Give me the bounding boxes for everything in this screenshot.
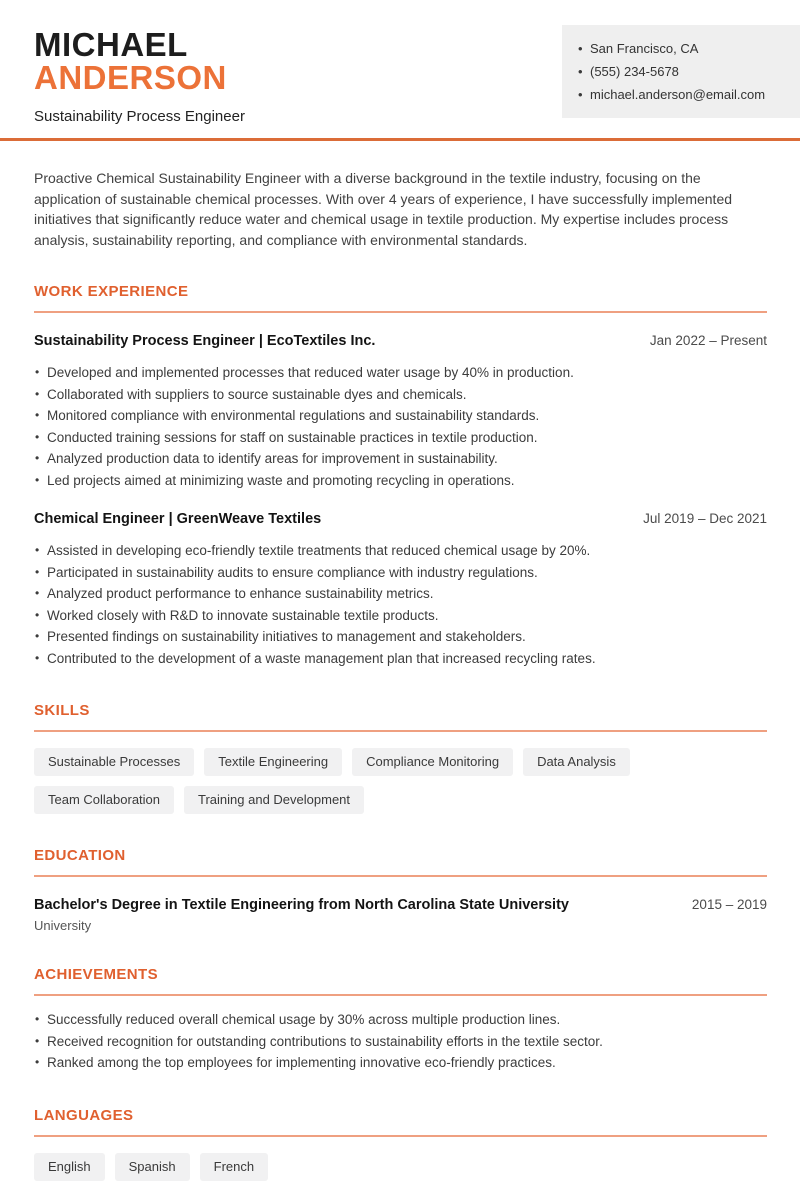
job-title: Sustainability Process Engineer | EcoTextiles Inc. [34,333,376,349]
section-divider [34,994,767,996]
job-bullet: • Developed and implemented processes that reduced water usage by 40% in production. [34,362,767,384]
job-entry [34,511,767,669]
work-experience-heading: WORK EXPERIENCE [34,283,189,300]
job-bullet: • Worked closely with R&D to innovate sustainable textile products. [34,605,767,627]
job-title: Chemical Engineer | GreenWeave Textiles [34,511,322,527]
job-bullet: • Contributed to the development of a waste management plan that increased recycling rates. [34,648,767,670]
job-entry-head [34,333,767,349]
languages-heading: LANGUAGES [34,1106,134,1124]
education-entry [34,897,767,933]
education-dates: 2015 – 2019 [691,897,767,912]
job-bullet: • Monitored compliance with environmental regulations and sustainability standards. [34,405,767,427]
section-skills [34,702,767,814]
job-bullet: • Analyzed production data to identify areas for improvement in sustainability. [34,448,767,470]
education-entry-head [34,897,767,913]
achievement-bullet: • Ranked among the top employees for implementing innovative eco-friendly practices. [34,1052,767,1074]
resume-content [0,168,800,1181]
job-bullet: • Analyzed product performance to enhance sustainability metrics. [34,583,767,605]
job-bullet: • Conducted training sessions for staff on sustainable practices in textile production. [34,427,767,449]
skills-chip-list [34,748,767,814]
section-divider [34,875,767,877]
achievement-bullet: • Received recognition for outstanding contributions to sustainability efforts in the textile sector. [34,1031,767,1053]
job-bullets [34,540,767,669]
contact-phone: • (555) 234-5678 [578,60,786,83]
language-chip: English [34,1153,105,1181]
last-name: ANDERSON [34,59,227,96]
section-languages [34,1107,767,1181]
section-divider [34,311,767,313]
education-heading: EDUCATION [34,847,126,864]
section-work-experience [34,283,767,669]
skill-chip: Textile Engineering [204,748,342,776]
skill-chip: Sustainable Processes [34,748,194,776]
education-institution: University [34,918,92,933]
achievements-list [34,1009,767,1074]
skill-chip: Team Collaboration [34,786,174,814]
job-bullets [34,362,767,491]
summary-paragraph: Proactive Chemical Sustainability Engineer with a diverse background in the textile industry, focusing on the application of sustainable chemical processes. With over 4 years of experience, I have successfully implemented initiatives that significantly reduce water and chemical usage in textile production. My expertise includes process analysis, sustainability reporting, and compliance with environmental standards. [34,170,733,248]
section-divider [34,730,767,732]
section-education [34,847,767,933]
skill-chip: Compliance Monitoring [352,748,513,776]
skills-heading: SKILLS [34,702,90,719]
section-divider [34,1135,767,1137]
skill-chip: Data Analysis [523,748,630,776]
job-dates: Jan 2022 – Present [649,333,767,348]
contact-email: • michael.anderson@email.com [578,83,786,106]
contact-list [578,37,786,106]
job-bullet: • Led projects aimed at minimizing waste and promoting recycling in operations. [34,470,767,492]
job-bullet: • Assisted in developing eco-friendly textile treatments that reduced chemical usage by 20%. [34,540,767,562]
language-chip: Spanish [115,1153,190,1181]
contact-box [562,25,800,118]
achievements-heading: ACHIEVEMENTS [34,966,158,983]
achievement-bullet: • Successfully reduced overall chemical usage by 30% across multiple production lines. [34,1009,767,1031]
job-bullet: • Participated in sustainability audits to ensure compliance with industry regulations. [34,562,767,584]
job-entry-head [34,511,767,527]
job-bullet: • Presented findings on sustainability initiatives to management and stakeholders. [34,626,767,648]
header-divider [0,138,800,141]
degree-title: Bachelor's Degree in Textile Engineering from North Carolina State University [34,897,569,913]
skill-chip: Training and Development [184,786,364,814]
languages-chip-list [34,1153,767,1181]
first-name: MICHAEL [34,26,188,63]
job-entry [34,333,767,491]
language-chip: French [200,1153,268,1181]
job-dates: Jul 2019 – Dec 2021 [643,511,767,526]
section-achievements [34,966,767,1074]
job-bullet: • Collaborated with suppliers to source sustainable dyes and chemicals. [34,384,767,406]
header [0,0,800,138]
contact-location: • San Francisco, CA [578,37,786,60]
header-job-title: Sustainability Process Engineer [34,108,245,125]
jobs-list [34,333,767,669]
